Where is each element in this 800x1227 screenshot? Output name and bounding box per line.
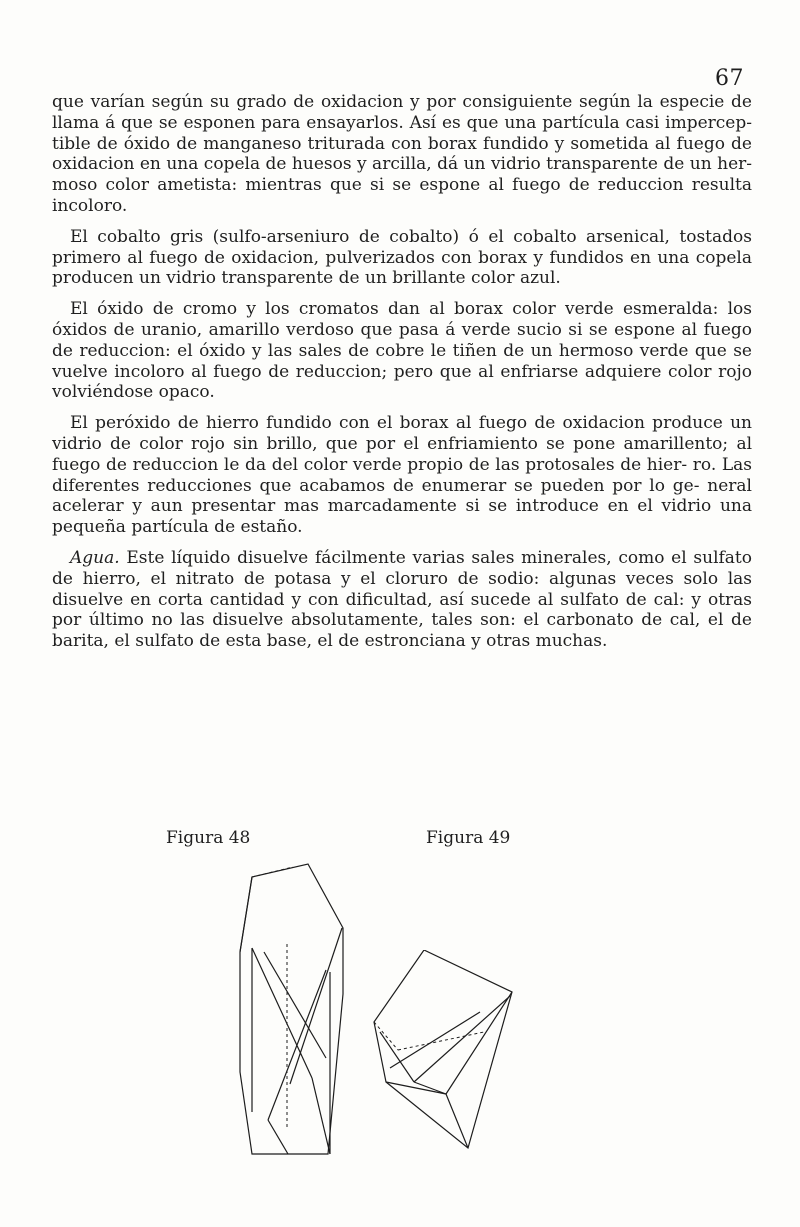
paragraph-5-line-4: otras por último no las disuelve absolutamente, tales son: el carbonato de cal, <box>52 589 753 631</box>
paragraph-3-line-5: volviéndose opaco. <box>52 382 215 403</box>
paragraph-3-line-3: de reduccion: el óxido y las sales de cobre le tiñen de un hermoso verde que se <box>52 340 752 361</box>
fig49-front-inner-edge <box>390 1012 480 1068</box>
paragraph-4-line-5: neral acelerar y aun presentar mas marcadamente si se introduce en el vidrio <box>52 475 752 517</box>
fig48-diagonal-4 <box>268 970 326 1120</box>
paragraph-1-line-5: moso color ametista: mientras que si se espone al fuego de reduccion resulta <box>52 175 752 196</box>
paragraph-1 <box>52 92 752 217</box>
fig48-diagonal-1 <box>252 948 312 1078</box>
paragraph-3-line-1: El óxido de cromo y los cromatos dan al borax color verde esmeralda: los <box>70 299 752 320</box>
paragraph-2-line-3: producen un vidrio transparente de un brillante color azul. <box>52 268 561 289</box>
paragraph-2-line-2: primero al fuego de oxidacion, pulverizados con borax y fundidos en una copela <box>52 247 752 268</box>
paragraph-2 <box>52 227 752 289</box>
fig48-diagonal-3 <box>290 928 342 1084</box>
paragraph-5-line-5: el de barita, el sulfato de esta base, el de estronciana y otras muchas. <box>52 610 752 652</box>
fig49-hidden-edge-2 <box>398 1032 484 1050</box>
fig48-outline <box>240 864 343 1154</box>
figure-48-crystal-prism-icon <box>230 862 370 1166</box>
paragraph-3-line-4: vuelve incoloro al fuego de reduccion; pero que al enfriarse adquiere color rojo <box>52 361 752 382</box>
paragraph-1-line-3: tible de óxido de manganeso triturada con borax fundido y sometida al fuego de <box>52 133 752 154</box>
paragraph-4-line-4: ro. Las diferentes reducciones que acabamos de enumerar se pueden por lo ge- <box>52 454 752 496</box>
paragraph-5 <box>52 548 752 652</box>
paragraph-3-line-2: óxidos de uranio, amarillo verdoso que pasa á verde sucio si se espone al fuego <box>52 319 752 340</box>
paragraph-4-line-3: al fuego de reduccion le da del color verde propio de las protosales de hier- <box>52 433 753 475</box>
paragraph-4-line-2: un vidrio de color rojo sin brillo, que por el enfriamiento se pone amarillento; <box>52 413 752 454</box>
paragraph-2-line-1: El cobalto gris (sulfo-arseniuro de cobalto) ó el cobalto arsenical, tostados <box>70 226 752 247</box>
paragraph-5-line-1: Este líquido disuelve fácilmente varias sales minerales, como el <box>126 547 687 568</box>
paragraph-4-line-1: El peróxido de hierro fundido con el borax al fuego de oxidacion produce <box>70 413 723 434</box>
paragraph-1-line-6: incoloro. <box>52 195 128 216</box>
paragraph-5-lead: Agua. <box>70 547 120 568</box>
fig49-right-face-edge <box>446 992 512 1094</box>
fig48-lower-right-inner <box>312 1078 330 1154</box>
figure-49-crystal-octahedron-icon <box>362 950 532 1174</box>
body-text <box>52 92 752 662</box>
fig49-outline <box>374 950 512 1148</box>
paragraph-5-line-2: sulfato de hierro, el nitrato de potasa y el cloruro de sodio: algunas veces solo <box>52 547 752 589</box>
paragraph-1-line-4: oxidacion en una copela de huesos y arcilla, dá un vidrio transparente de un her- <box>52 154 752 175</box>
figure-49-label: Figura 49 <box>426 828 511 848</box>
paragraph-4 <box>52 413 752 538</box>
paragraph-5-line-3: las disuelve en corta cantidad y con dificultad, así sucede al sulfato de cal: y <box>52 568 753 610</box>
fig49-bottom-left-edge <box>386 1082 446 1094</box>
fig48-lower-inner-edge <box>268 1120 288 1154</box>
page-number: 67 <box>715 66 744 91</box>
paragraph-3 <box>52 299 752 403</box>
paragraph-1-line-1: que varían según su grado de oxidacion y por consiguiente según la especie de <box>52 92 752 112</box>
paragraph-4-line-6: una pequeña partícula de estaño. <box>52 496 752 538</box>
figure-48-svg <box>230 862 370 1162</box>
fig48-left-top-edge <box>240 877 252 952</box>
paragraph-1-line-2: llama á que se esponen para ensayarlos. Así es que una partícula casi impercep- <box>52 112 752 133</box>
figure-49-svg <box>362 950 532 1170</box>
figure-48-label: Figura 48 <box>166 828 251 848</box>
fig49-hidden-edge-1 <box>374 1022 398 1050</box>
